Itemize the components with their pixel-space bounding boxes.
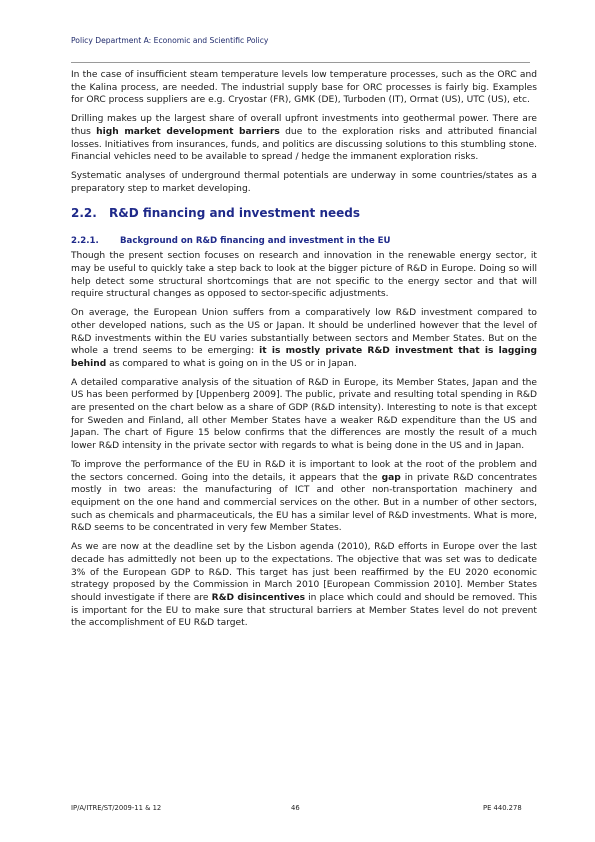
- footer-pe-number: PE 440.278: [483, 804, 522, 812]
- paragraph-background: Though the present section focuses on research and innovation in the renewable energy sector, it may be useful to quickly take a step back to look at the bigger picture of R&D in Europe. Doing so will help detect some structural shortcomings that are not specific to the energy sector and that will require structural changes as opposed to sector-specific adjustments.: [71, 251, 537, 300]
- paragraph-lisbon-agenda: [71, 541, 537, 630]
- paragraph-systematic-analyses: Systematic analyses of underground thermal potentials are underway in some countries/states as a preparatory step to market developing.: [71, 170, 537, 194]
- section-title: R&D financing and investment needs: [109, 206, 361, 221]
- paragraph-text: due to the exploration risks and attributed financial losses. Initiatives from insurances, funds, and politics are discussing solutions to this stumbling stone. Financial vehicles need to be available to spread / hedge the immanent exploration risks.: [71, 126, 537, 163]
- paragraph-comparative-analysis: A detailed comparative analysis of the situation of R&D in Europe, its Member States, Japan and the US has been performed by [Uppenberg 2009]. The public, private and resulting total spending in R&D are presented on the chart below as a share of GDP (R&D intensity). Interesting to note is that except for Sweden and Finland, all other Member States have a weaker R&D expenditure than the US and Japan. The chart of Figure 15 below confirms that the differences are mostly the result of a much lower R&D intensity in the private sector with regards to what is being done in the US and in Japan.: [71, 377, 537, 452]
- subsection-number: 2.2.1.: [71, 236, 99, 247]
- section-number: 2.2.: [71, 206, 97, 221]
- running-header: Policy Department A: Economic and Scientific Policy: [71, 36, 269, 45]
- footer-document-reference: IP/A/ITRE/ST/2009-11 & 12: [71, 804, 162, 812]
- paragraph-drilling: [71, 113, 537, 164]
- paragraph-text: in private R&D concentrates mostly in two areas: the manufacturing of ICT and other non-transportation machinery and equipment on the one hand and commercial services on the other. But in a number of other sectors, such as chemicals and pharmaceuticals, the EU has a similar level of R&D investments. What is more, R&D seems to be concentrated in very few Member States.: [71, 472, 537, 534]
- paragraph-text: as compared to what is going on in the US or in Japan.: [106, 358, 357, 369]
- page-body: [71, 69, 537, 636]
- emphasis-text: high market development barriers: [96, 126, 280, 137]
- paragraph-text: As we are now at the deadline set by the Lisbon agenda (2010), R&D efforts in Europe over the last decade has admittedly not been up to the expectations. The objective that was set was to dedicate 3% of the European GDP to R&D. This target has just been reaffirmed by the EU 2020 economic strategy proposed by the Commission in March 2010 [European Commission 2010]. Member States should investigate if there are: [71, 542, 537, 603]
- paragraph-improve-performance: [71, 459, 537, 535]
- paragraph-text: On average, the European Union suffers from a comparatively low R&D investment compared to other developed nations, such as the US or Japan. It should be underlined however that the level of R&D investments within the EU varies substantially between sectors and Member States. But on the whole a trend seems to be emerging:: [71, 308, 537, 357]
- subsection-heading: [71, 235, 537, 247]
- emphasis-text: R&D disincentives: [211, 592, 306, 603]
- paragraph-eu-average: [71, 307, 537, 371]
- header-divider: [71, 62, 530, 63]
- paragraph-orc-processes: In the case of insufficient steam temperature levels low temperature processes, such as the ORC and the Kalina process, are needed. The industrial supply base for ORC processes is fairly big. Examples for ORC process suppliers are e.g. Cryostar (FR), GMK (DE), Turboden (IT), Ormat (US), UTC (US), etc.: [71, 70, 537, 106]
- paragraph-text: To improve the performance of the EU in R&D it is important to look at the root of the problem and the sectors concerned. Going into the details, it appears that the: [71, 459, 537, 483]
- emphasis-text: gap: [381, 472, 401, 483]
- footer-page-number: 46: [291, 804, 300, 812]
- section-heading: [71, 206, 537, 221]
- emphasis-text: it is mostly private R&D investment that is lagging behind: [71, 346, 537, 369]
- subsection-title: Background on R&D financing and investment in the EU: [120, 236, 391, 247]
- paragraph-text: in place which could and should be removed. This is important for the EU to make sure that structural barriers at Member States level do not prevent the accomplishment of EU R&D target.: [71, 592, 537, 629]
- paragraph-text: Drilling makes up the largest share of overall upfront investments into geothermal power. There are thus: [71, 114, 537, 137]
